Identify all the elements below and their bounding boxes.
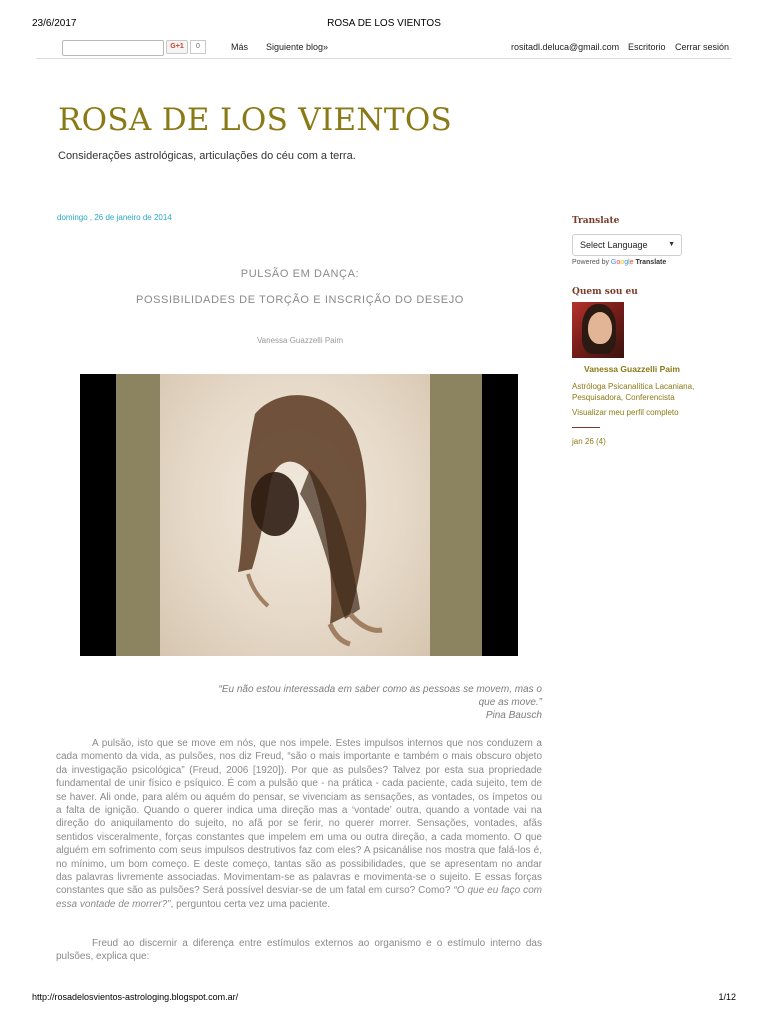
paragraph-1-tail: , perguntou certa vez uma paciente. bbox=[170, 898, 331, 910]
post-date: domingo , 26 de janeiro de 2014 bbox=[57, 213, 172, 222]
dashboard-link[interactable]: Escritorio bbox=[628, 42, 666, 52]
powered-by-google[interactable] bbox=[572, 259, 666, 266]
avatar-face bbox=[588, 312, 612, 344]
translate-word: Translate bbox=[635, 259, 667, 266]
dancer-image bbox=[160, 374, 430, 656]
post-paragraph-2 bbox=[56, 937, 542, 964]
powered-by-label: Powered by bbox=[572, 259, 609, 266]
epigraph-author: Pina Bausch bbox=[485, 710, 542, 721]
user-email: rositadl.deluca@gmail.com bbox=[511, 42, 620, 52]
print-url: http://rosadelosvientos-astrologing.blogspot.com.ar/ bbox=[32, 992, 239, 1002]
patient-quote: “O que eu faço com essa vontade de morrer?” bbox=[56, 885, 542, 910]
translate-widget-title: Translate bbox=[572, 216, 620, 226]
archive-item[interactable]: jan 26 (4) bbox=[572, 437, 606, 446]
photo-border-right bbox=[430, 374, 482, 656]
more-link[interactable]: Más bbox=[231, 42, 249, 52]
post-author: Vanessa Guazzelli Paim bbox=[256, 336, 344, 345]
paragraph-1-text: A pulsão, isto que se move em nós, que nos impele. Estes impulsos internos que nos conduzem a cada momento da vida, as pulsões, nos diz Freud, “são o mais importante e também o mais obscuro objeto da investigação psicológica” (Freud, 2006 [1920]). Por que as pulsões? Talvez por esta sua propriedade fundamental de unir físico e psíquico. É com a pulsão que - na prática - cada paciente, cada sujeito, tem de se haver. Ali onde, para além ou aquém do pensar, se vivenciam as sensações, as vontades, os ímpetos ou a falta de ignição. Quando o querer indica uma direção mas a ‘vontade’ outra, quando a vontade vai na direção do aniquilamento do sujeito, no afã por se ferir, no querer morrer. Sensações, vontades, afãs sentidos visceralmente, forças constantes que impelem em uma ou outra direção, a cada momento. O que alguém em sofrimento com seus impulsos destrutivos faz com eles? A psicanálise nos mostra que falá-los é, no mínimo, um bom começo. E deste começo, tantas são as possibilidades, que se apresentam no andar das palavras livremente associadas. Movimentam-se as palavras e movimenta-se o sujeito. E essas forças constantes que são as pulsões? Será possível desviar-se de um fatal em curso? Como? bbox=[56, 738, 542, 897]
profile-name[interactable]: Vanessa Guazzelli Paim bbox=[584, 364, 680, 374]
about-widget-title: Quem sou eu bbox=[572, 287, 638, 297]
photo-border-left bbox=[116, 374, 160, 656]
gplus-count: 0 bbox=[190, 40, 206, 54]
next-blog-link[interactable]: Siguiente blog» bbox=[266, 42, 329, 52]
print-page-number: 1/12 bbox=[718, 992, 736, 1002]
print-title: ROSA DE LOS VIENTOS bbox=[327, 18, 441, 29]
profile-avatar[interactable] bbox=[572, 302, 624, 358]
paragraph-2-text: Freud ao discernir a diferença entre estímulos externos ao organismo e o estímulo interno das pulsões, explica que: bbox=[56, 938, 542, 963]
blog-title[interactable]: ROSA DE LOS VIENTOS bbox=[58, 102, 453, 138]
sidebar-divider bbox=[572, 427, 600, 428]
language-select-label: Select Language bbox=[580, 240, 648, 250]
dropdown-arrow-icon: ▼ bbox=[668, 241, 675, 248]
view-profile-link[interactable]: Visualizar meu perfil completo bbox=[572, 408, 679, 417]
epigraph-quote: “Eu não estou interessada em saber como as pessoas se movem, mas o que as move.” bbox=[218, 684, 542, 708]
profile-description: Astróloga Psicanalítica Lacaniana, Pesquisadora, Conferencista bbox=[572, 382, 695, 402]
language-select[interactable] bbox=[572, 234, 682, 256]
google-logo-icon: Google bbox=[610, 259, 634, 266]
gplus-button[interactable]: G+1 bbox=[166, 40, 188, 54]
post-paragraph-1 bbox=[56, 737, 542, 911]
post-title-line1: PULSÃO EM DANÇA: bbox=[240, 268, 360, 280]
print-date: 23/6/2017 bbox=[32, 18, 77, 29]
navbar-search-input[interactable] bbox=[62, 40, 164, 56]
dancer-photo bbox=[80, 374, 518, 656]
signout-link[interactable]: Cerrar sesión bbox=[675, 42, 730, 52]
post-title-line2: POSSIBILIDADES DE TORÇÃO E INSCRIÇÃO DO DESEJO bbox=[136, 294, 464, 306]
blog-description: Considerações astrológicas, articulações do céu com a terra. bbox=[58, 150, 356, 162]
